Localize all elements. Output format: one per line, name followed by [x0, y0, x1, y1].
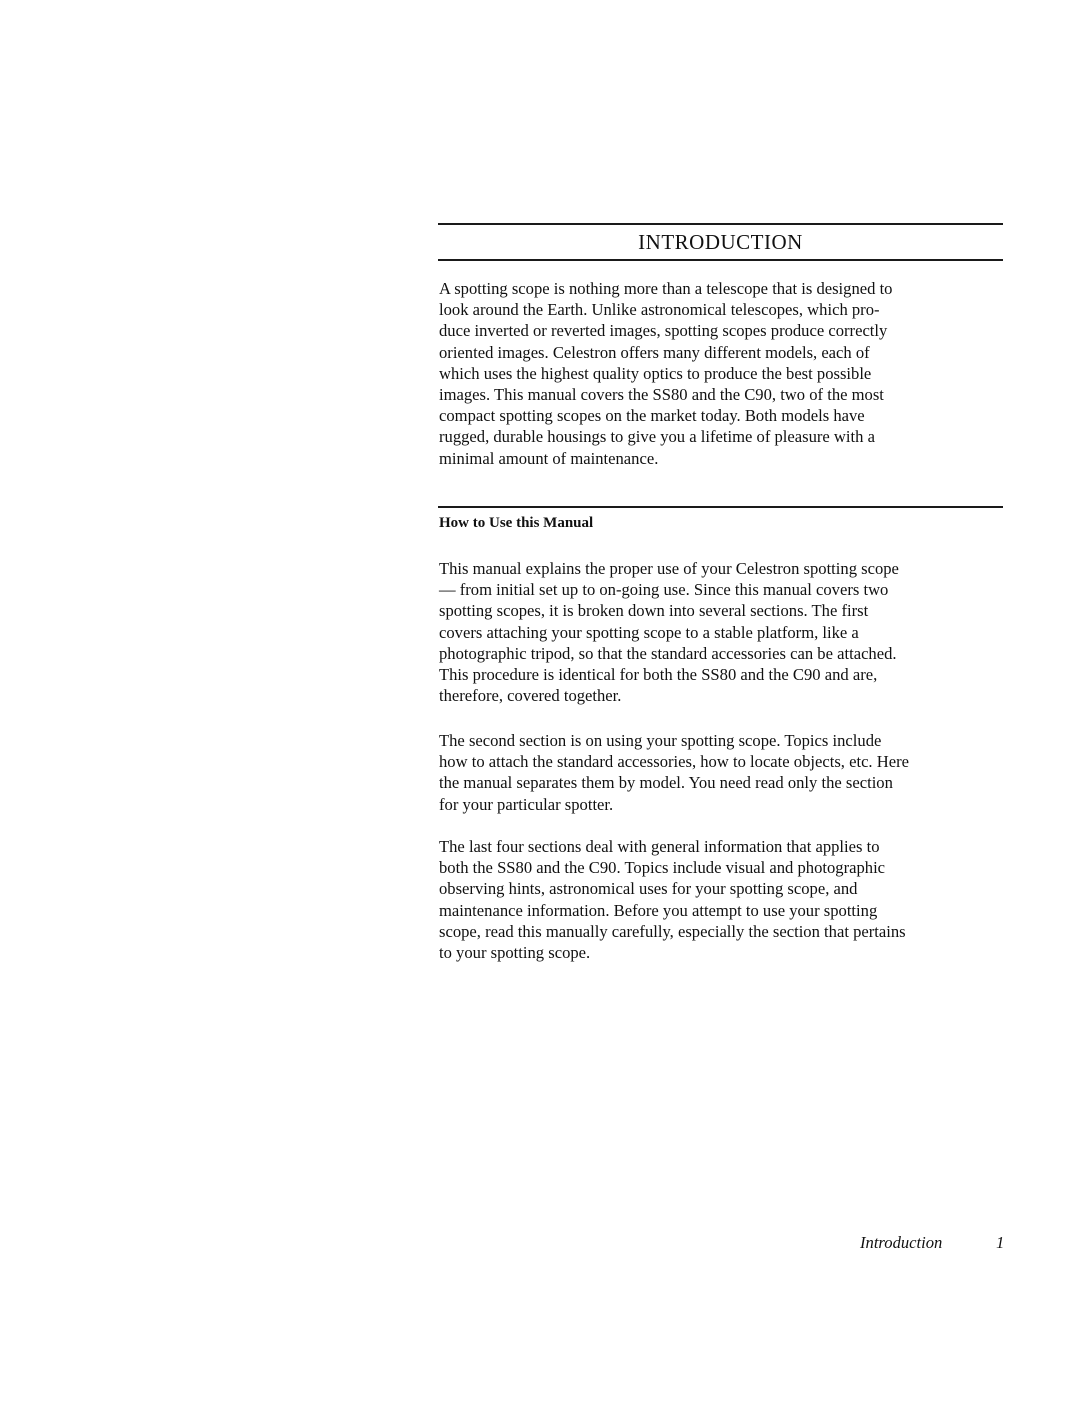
page-number: 1 — [996, 1233, 1005, 1252]
section-rule — [438, 506, 1003, 508]
text-line: This procedure is identical for both the SS80 and the C90 and are, — [439, 665, 878, 685]
section-heading: How to Use this Manual — [439, 515, 594, 531]
section-paragraph-1 — [439, 558, 1019, 706]
text-line: The second section is on using your spotting scope. Topics include — [439, 731, 882, 750]
text-line: The last four sections deal with general information that applies to — [439, 837, 880, 856]
text-line: rugged, durable housings to give you a lifetime of pleasure with a — [439, 427, 875, 447]
text-line: how to attach the standard accessories, how to locate objects, etc. Here — [439, 752, 909, 772]
text-line: for your particular spotter. — [439, 794, 614, 814]
running-footer-title: Introduction — [860, 1233, 943, 1252]
text-line: oriented images. Celestron offers many different models, each of — [439, 342, 870, 362]
text-line: — from initial set up to on-going use. Since this manual covers two — [439, 580, 889, 600]
section-paragraph-2 — [439, 730, 1019, 815]
text-line: therefore, covered together. — [439, 686, 622, 706]
text-line: minimal amount of maintenance. — [439, 448, 659, 468]
text-line: duce inverted or reverted images, spotting scopes produce correctly — [439, 321, 888, 341]
text-line: to your spotting scope. — [439, 943, 591, 963]
chapter-title: INTRODUCTION — [638, 230, 803, 254]
text-line: which uses the highest quality optics to produce the best possible — [439, 363, 872, 383]
text-line: both the SS80 and the C90. Topics include visual and photographic — [439, 858, 886, 878]
text-line: maintenance information. Before you attempt to use your spotting — [439, 900, 878, 920]
title-bottom-rule — [438, 259, 1003, 261]
intro-paragraph — [439, 278, 1019, 469]
section-paragraph-3 — [439, 836, 1019, 963]
text-line: covers attaching your spotting scope to a stable platform, like a — [439, 622, 859, 642]
text-line: photographic tripod, so that the standard accessories can be attached. — [439, 643, 897, 663]
title-top-rule — [438, 223, 1003, 225]
text-line: compact spotting scopes on the market today. Both models have — [439, 406, 865, 426]
text-line: the manual separates them by model. You need read only the section — [439, 773, 893, 793]
text-line: scope, read this manually carefully, especially the section that pertains — [439, 921, 906, 941]
text-line: spotting scopes, it is broken down into several sections. The first — [439, 601, 869, 621]
text-line: images. This manual covers the SS80 and the C90, two of the most — [439, 385, 884, 405]
text-line: look around the Earth. Unlike astronomical telescopes, which pro- — [439, 300, 880, 320]
text-line: observing hints, astronomical uses for your spotting scope, and — [439, 879, 858, 899]
text-line: This manual explains the proper use of your Celestron spotting scope — [439, 559, 899, 578]
text-line: A spotting scope is nothing more than a telescope that is designed to — [439, 279, 893, 298]
